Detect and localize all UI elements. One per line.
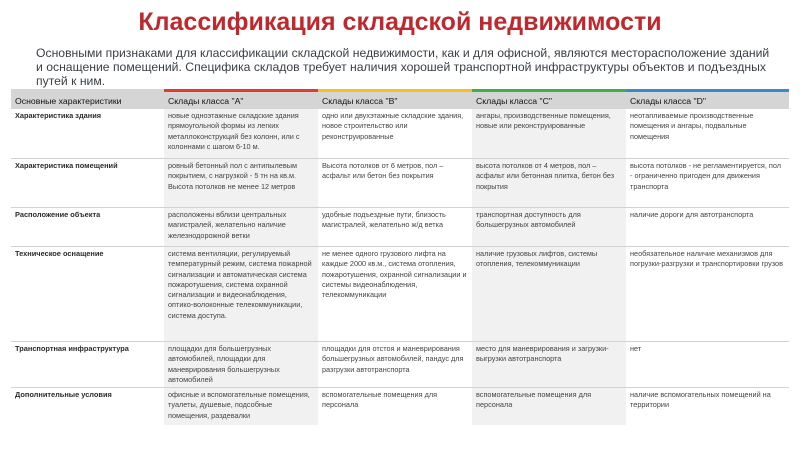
- cell-class-d: нет: [626, 342, 789, 388]
- row-label: Характеристика помещений: [11, 159, 164, 208]
- cell-class-c: высота потолков от 4 метров, пол – асфальт или бетонная плитка, бетон без покрытия: [472, 159, 626, 208]
- table-header-row: [11, 91, 789, 110]
- header-class-a: Склады класса "A": [164, 91, 318, 110]
- row-label: Характеристика здания: [11, 109, 164, 159]
- cell-class-c: транспортная доступность для большегрузных автомобилей: [472, 208, 626, 247]
- table-row: [11, 109, 789, 159]
- cell-class-c: место для маневрирования и загрузки-выгрузки автотранспорта: [472, 342, 626, 388]
- cell-class-b: вспомогательные помещения для персонала: [322, 390, 438, 410]
- cell-class-b: не менее одного грузового лифта на каждые 2000 кв.м., система отопления, пожаротушения, охранной сигнализации и системы видеонаблюдения, телекоммуникации: [318, 247, 472, 342]
- cell-class-d: необязательное наличие механизмов для погрузки-разгрузки и транспортировки грузов: [626, 247, 789, 342]
- table-row: [11, 208, 789, 247]
- cell-class-d: наличие вспомогательных помещений на территории: [630, 390, 771, 410]
- cell-class-c: ангары, производственные помещения, новые или реконструированные: [472, 109, 626, 159]
- cell-class-b: удобные подъездные пути, близость магистралей, желательно ж/д ветка: [318, 208, 472, 247]
- header-class-c: Склады класса "C": [472, 91, 626, 110]
- intro-paragraph: Основными признаками для классификации складской недвижимости, как и для офисной, являются месторасположение зданий и оснащение помещений. Специфика складов требует наличия хорошей транспортной инфраструктуры объектов и подъездных путей к ним.: [36, 46, 770, 88]
- row-label: Дополнительные условия: [15, 390, 112, 400]
- cell-class-c: вспомогательные помещения для персонала: [472, 388, 626, 426]
- cell-class-d: высота потолков - не регламентируется, пол - ограниченно пригоден для движения транспорта: [626, 159, 789, 208]
- cell-class-a: офисные и вспомогательные помещения, туалеты, душевые, подсобные помещения, раздевалки: [164, 388, 318, 426]
- header-class-d: Склады класса "D": [626, 91, 789, 110]
- row-label: Расположение объекта: [11, 208, 164, 247]
- cell-class-c: наличие грузовых лифтов, системы отопления, телекоммуникации: [472, 247, 626, 342]
- table-row: [11, 247, 789, 342]
- cell-class-b: Высота потолков от 6 метров, пол – асфальт или бетон без покрытия: [318, 159, 472, 208]
- page-title: Классификация складской недвижимости: [138, 8, 662, 36]
- header-characteristics: Основные характеристики: [11, 91, 164, 110]
- cell-class-d: наличие дороги для автотранспорта: [626, 208, 789, 247]
- table-row: [11, 159, 789, 208]
- row-label: Транспортная инфраструктура: [11, 342, 164, 388]
- row-label: Техническое оснащение: [11, 247, 164, 342]
- cell-class-a: площадки для большегрузных автомобилей, площадки для маневрирования большегрузных автомобилей: [164, 342, 318, 388]
- table-row: [11, 388, 789, 426]
- table-row: [11, 342, 789, 388]
- cell-class-b: площадки для отстоя и маневрирования большегрузных автомобилей, пандус для разгрузки автотранспорта: [318, 342, 472, 388]
- cell-class-a: расположены вблизи центральных магистралей, желательно наличие железнодорожной ветки: [164, 208, 318, 247]
- cell-class-a: новые одноэтажные складские здания прямоугольной формы из легких металлоконструкций без колонн, или с колоннами с шагом 6-10 м.: [164, 109, 318, 159]
- classification-table: [11, 89, 789, 425]
- cell-class-b: одно или двухэтажные складские здания, новое строительство или реконструированные: [318, 109, 472, 159]
- header-class-b: Склады класса "B": [318, 91, 472, 110]
- cell-class-d: неотапливаемые производственные помещения и ангары, подвальные помещения: [626, 109, 789, 159]
- cell-class-a: система вентиляции, регулируемый температурный режим, система пожарной сигнализации и автоматическая система пожаротушения, система охранной сигнализации и видеонаблюдения, оптико-волоконные телекоммуникации, система доступа.: [164, 247, 318, 342]
- cell-class-a: ровный бетонный пол с антипылевым покрытием, с нагрузкой - 5 тн на кв.м. Высота потолков не менее 12 метров: [164, 159, 318, 208]
